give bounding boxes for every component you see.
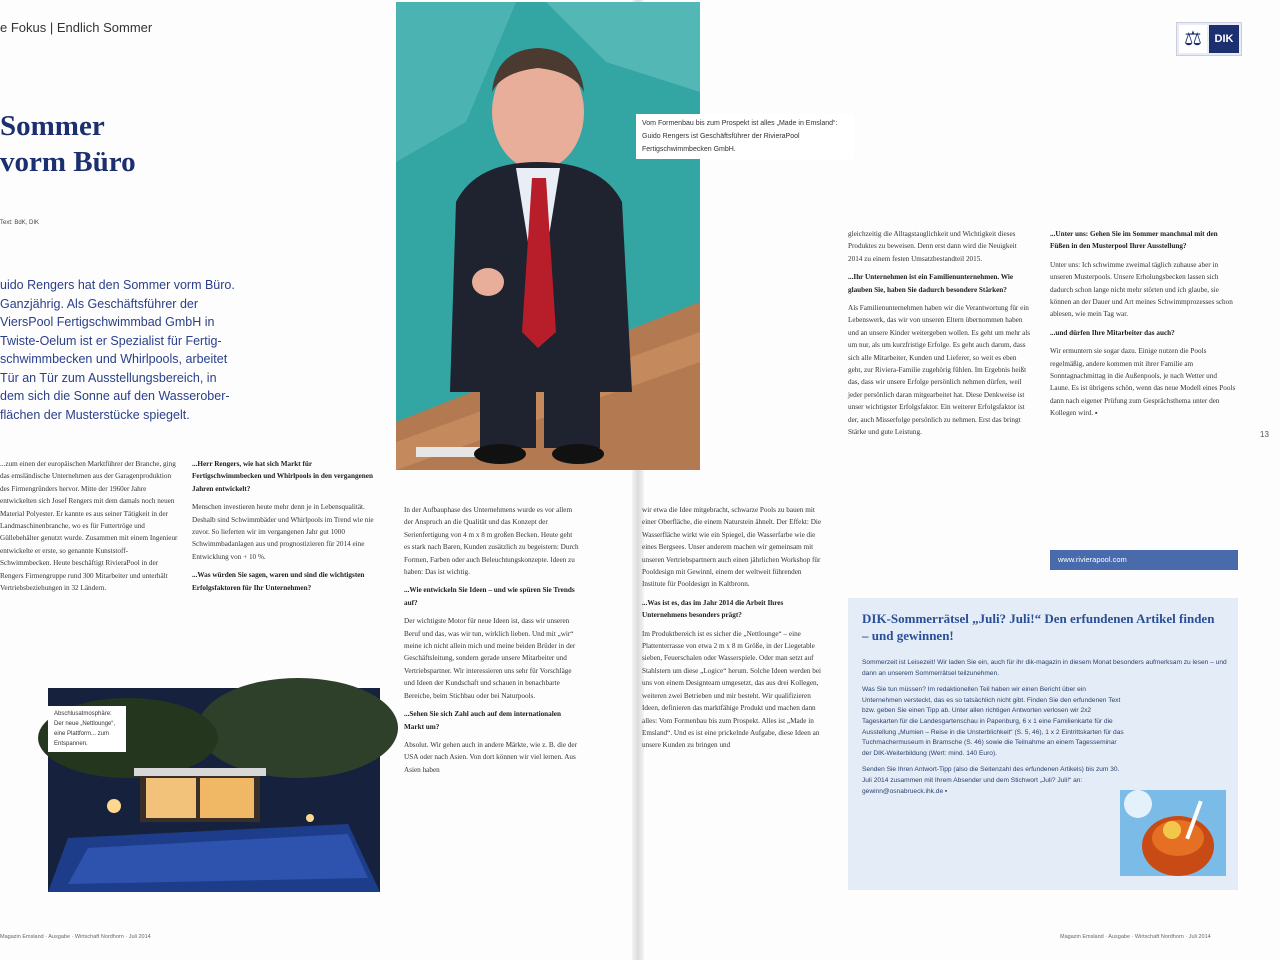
interview-question: ...Was ist es, das im Jahr 2014 die Arbeit Ihres Unternehmens besonders prägt? bbox=[642, 598, 784, 620]
photo-caption: Vom Formenbau bis zum Prospekt ist alles „Made in Emsland“: Guido Rengers ist Geschäftsführer der RivieraPool Fertigschwimmbecken GmbH. bbox=[636, 114, 854, 159]
column-text: ...zum einen der europäischen Marktführer der Branche, ging das emsländische Unternehmen aus der Garagenproduktion des Firmengründers hervor. Mitte der 1960er Jahre entwickelten sich Josef Rengers mit dem damals noch neuen Material Polyester. Er kannte es aus seiner Tätigkeit in der Landmaschinenbranche, wo es für Futtertröge und Güllebehälter genutzt wurde. Zusammen mit einem Ingenieur entwickelte er erste, so genannte Kunststoff-Schwimmbecken. Heute beschäftigt RivieraPool in der Rengers Firmengruppe rund 300 Mitarbeiter und unterhält Vertriebsbeziehungen in 32 Ländern. bbox=[0, 460, 178, 593]
lead-paragraph: uido Rengers hat den Sommer vorm Büro. Ganzjährig. Als Geschäftsführer der ViersPool Fertigschwimmbad GmbH in Twiste-Oelum ist er Spezialist für Fertig-schwimmbecken und Whirlpools, arbeitet Tür an Tür zum Ausstellungsbereich, in dem sich die Sonne auf den Wasserober-flächen der Musterstücke spiegelt. bbox=[0, 278, 235, 422]
interview-answer: Als Familienunternehmen haben wir die Verantwortung für ein Lebenswerk, das wir von unseren Eltern übernommen haben und an unsere Kinder weitergeben wollen. Es geht um mehr als um nur, als um kurzfristige Erfolge. Es geht auch darum, dass sich alle Mitarbeiter, Kunden und Lieferer, so weit es eben geht, zur Riviera-Familie zugehörig fühlen. Im Ergebnis heißt das, dass wir unsere Erfolge persönlich nehmen dürfen, weil jeder persönlich daran mitgearbeitet hat. Diese Denkweise ist unser wichtigster Erfolgsfaktor. Ein weiterer Erfolgsfaktor ist der, auch Misserfolge persönlich zu nehmen. Erst das bringt Stärke und gute Leistung. bbox=[848, 304, 1031, 437]
interview-answer: Menschen investieren heute mehr denn je in Lebensqualität. Deshalb sind Schwimmbäder und Whirlpools im Trend wie nie zuvor. So lieferten wir im vergangenen Jahr gut 1000 Schwimmbadanlagen aus und prognostizieren für 2014 eine Entwicklung von + 10 %. bbox=[192, 503, 374, 561]
interview-answer: wir etwa die Idee mitgebracht, schwarze Pools zu bauen mit einer Oberfläche, die einem Naturstein ähnelt. Der Effekt: Die Wasserfläche wirkt wie ein Spiegel, die Wasserfarbe wie die eines Bergsees. Unser anderem machen wir gemeinsam mit unseren Vertriebspartnern auch einen jährlichen Workshop für Pooldesign mit Gewinnl, einem der weltweit führenden Institute für Pooldesign in Kaltbronn. bbox=[642, 506, 822, 589]
summer-quiz-box bbox=[848, 598, 1238, 890]
left-footer: Magazin Emsland · Ausgabe · Wirtschaft Nordhorn · Juli 2014 bbox=[0, 934, 151, 940]
interview-question: ...Herr Rengers, wie hat sich Markt für Fertigschwimmbecken und Whirlpools in den vergangenen Jahren entwickelt? bbox=[192, 460, 373, 493]
interview-answer: In der Aufbauphase des Unternehmens wurde es vor allem der Anspruch an die Qualität und das Konzept der Serienfertigung von 4 m x 8 m großen Becken. Heute geht es stark nach Baren, Kunden zusätzlich zu begeistern: Durch Formen, Farben oder auch Beleuchtungskonzepte. Ideen zu haben: Das ist wichtig. bbox=[404, 506, 579, 577]
quiz-closing: Senden Sie Ihren Antwort-Tipp (also die Seitenzahl des erfundenen Artikels) bis zum 30. Juli 2014 zusammen mit Ihrem Absender und dem Stichwort „Juli? Juli!“ an: gewinn@osnabrueck.ihk.de ▪ bbox=[862, 766, 1120, 795]
interview-question: ...Unter uns: Gehen Sie im Sommer manchmal mit den Füßen in den Musterpool Ihrer Ausstellung? bbox=[1050, 230, 1218, 251]
byline: Text: BdK, DIK bbox=[0, 220, 40, 226]
quiz-body bbox=[862, 658, 1228, 803]
interview-question: ...Ihr Unternehmen ist ein Familienunternehmen. Wie glauben Sie, haben Sie dadurch besondere Stärken? bbox=[848, 273, 1014, 294]
quiz-title: DIK-Sommerrätsel „Juli? Juli!“ Den erfundenen Artikel finden – und gewinnen! bbox=[862, 611, 1215, 643]
interview-answer: Im Produktbereich ist es sicher die „Nettlounge“ – eine Plattenterrasse von etwa 2 m x 8 m Größe, in der Liegetable sieben, Feuerschalen oder Wasserspiele. Oder man setzt auf Stahlstern um diese „Logice“ herum. Solche Ideen werden bei uns von einem Designteam umgesetzt, das aus drei Kollegen, weiteren zwei Betrieben und mir besteht. Wir qualifizieren Ideen, definieren das marktfähige Produkt und machen dann alles: Vom Formenbau bis zum Prospekt. Alles ist „Made in Emsland“. Und es ist eine prickelnde Aufgabe, diese Ideen an unsere Kunden zu bringen und bbox=[642, 629, 822, 750]
interview-answer: Unter uns: Ich schwimme zweimal täglich zuhause aber in unseren Musterpools. Unsere Erholungsbecken lassen sich dadurch schon lange nicht mehr störten und ich glaube, sie können an der Dauer und Art meines Schwimmprozesses schon ablesen, wie mein Tag war. bbox=[1050, 260, 1233, 319]
page-number: 13 bbox=[1260, 430, 1269, 439]
article-column-3 bbox=[404, 504, 580, 896]
pool-caption: Abschlusatmosphäre: Der neue „Nettlounge“, eine Plattform... zum Entspannen. bbox=[48, 706, 126, 752]
dik-logo bbox=[1176, 22, 1242, 56]
interview-answer: gleichzeitig die Alltagstauglichkeit und Wichtigkeit dieses Produktes zu beweisen. Denn erst dann wird die Neuigkeit 2014 zu einem festen Umsatzbestandteil 2015. bbox=[848, 230, 1017, 263]
portrait-illustration bbox=[396, 2, 700, 470]
interview-question: ...Wie entwickeln Sie Ideen – und wie spüren Sie Trends auf? bbox=[404, 586, 575, 607]
quiz-intro: Sommerzeit ist Leisezeit! Wir laden Sie ein, auch für ihr dik-magazin in diesem Monat besonders aufmerksam zu lesen – und dann an unserem Sommerrätsel teilzunehmen. bbox=[862, 659, 1227, 677]
interview-answer: Wir ermuntern sie sogar dazu. Einige nutzen die Pools regelmäßig, andere kommen mit ihrer Familie am Sonntagnachmittag in die Außenpools, je nach Wetter und Laune. Es ist übrigens schön, wenn das neue Modell eines Pools dann nach eigener Prüfung zum Gesprächsthema unter den Kollegen wird. ▪ bbox=[1050, 347, 1236, 418]
interview-answer: Absolut. Wir gehen auch in andere Märkte, wie z. B. die der USA oder nach Asien. Von dort können wir viel lernen. Aus Asien haben bbox=[404, 740, 578, 774]
interview-answer: Der wichtigste Motor für neue Ideen ist, dass wir unseren Beruf und das, was wir tun, wirklich lieben. Und mit „wir“ meine ich nicht allein mich und meine beiden Brüder in der Geschäftsleitung, sondern gerade unsere Mitarbeiter und Vertriebspartner. Wir interessieren uns sehr für Vorschläge und Ideen der Kundschaft und schauen in benachbarte Bereiche, beim Stichbau oder bei Naturpools. bbox=[404, 617, 576, 700]
article-column-5 bbox=[848, 228, 1032, 578]
headline-line-1: Sommer bbox=[0, 110, 105, 142]
logo-letters: DIK bbox=[1209, 25, 1239, 53]
article-column-4 bbox=[642, 504, 826, 896]
pool-photo bbox=[48, 688, 380, 892]
article-column-1 bbox=[0, 458, 178, 666]
drink-photo bbox=[1120, 790, 1226, 876]
article-column-2 bbox=[192, 458, 382, 670]
portrait-photo bbox=[396, 2, 838, 470]
headline-line-2: vorm Büro bbox=[0, 146, 136, 178]
right-footer: Magazin Emsland · Ausgabe · Wirtschaft Nordhorn · Juli 2014 bbox=[1060, 934, 1211, 940]
logo-symbol-icon: ⚖ bbox=[1179, 25, 1207, 53]
quiz-rules: Was Sie tun müssen? Im redaktionellen Teil haben wir einen Bericht über ein Unternehmen versteckt, das es so tatsächlich nicht gibt. Finden Sie den erfundenen Text bzw. geben Sie einen Tipp ab. Unter allen richtigen Antworten verlosen wir 2x2 Tageskarten für die Landesgartenschau in Papenburg, 6 x 1 eine Familienkarte für die Ausstellung „Mumien – Reise in die Unsterblichkeit“ (S. 5, 46), 1 x 2 Eintrittskarten für das Tuchmachermuseum in Bramsche (S. 46) sowie die Teilnahme an einem Tagesseminar der DIK-Weiterbildung (Wert: mind. 140 Euro). bbox=[862, 686, 1124, 757]
website-link[interactable]: www.rivierapool.com bbox=[1050, 550, 1238, 570]
interview-question: ...Was würden Sie sagen, waren und sind die wichtigsten Erfolgsfaktoren für Ihr Unternehmen? bbox=[192, 571, 365, 592]
article-headline bbox=[0, 108, 136, 180]
section-header: e Fokus | Endlich Sommer bbox=[0, 20, 153, 35]
article-column-6 bbox=[1050, 228, 1238, 518]
interview-question: ...und dürfen Ihre Mitarbeiter das auch? bbox=[1050, 328, 1175, 337]
drink-illustration bbox=[1120, 790, 1226, 876]
interview-question: ...Sehen Sie sich Zahl auch auf dem internationalen Markt um? bbox=[404, 710, 561, 731]
